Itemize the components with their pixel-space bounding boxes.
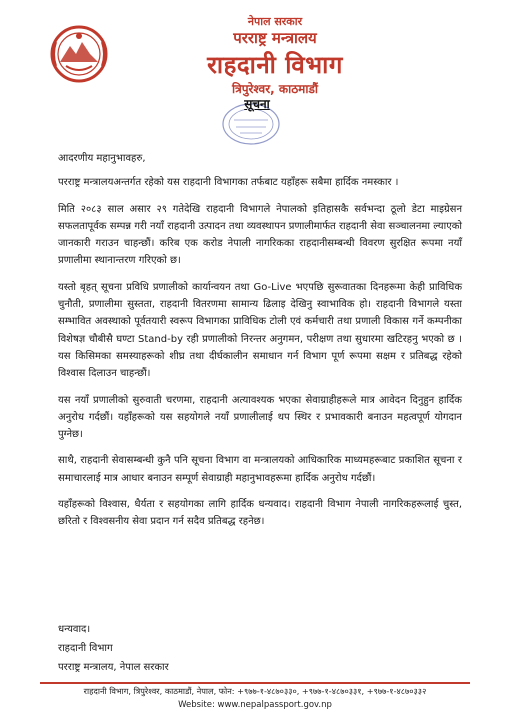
footer-divider [40,682,470,684]
signatory-office: राहदानी विभाग [58,643,113,654]
signatory-parent: परराष्ट्र मन्त्रालय, नेपाल सरकार [58,662,169,673]
letter-body [58,150,462,540]
office-location: त्रिपुरेश्वर, काठमाडौं [232,82,318,96]
nepal-emblem-icon [46,24,112,84]
salutation: आदरणीय महानुभावहरु, [58,153,146,164]
paragraph-official-sources: साथै, राहदानी सेवासम्बन्धी कुनै पनि सूचना विभाग वा मन्त्रालयको आधिकारिक माध्यमहरूबाट प्रकाशित सूचना र समाचारलाई मात्र आधार बनाउन सम्पूर्ण सेवाग्राही महानुभावहरूमा हार्दिक अनुरोध गर्दछौं। [58,455,462,484]
notice-title: सूचना [244,97,270,111]
government-name: नेपाल सरकार [247,15,303,28]
paragraph-challenges: यस्तो बृहत् सूचना प्रविधि प्रणालीको कार्यान्वयन तथा Go-Live भएपछि सुरूवातका दिनहरूमा केही प्राविधिक चुनौती, प्रणालीमा सुस्तता, राहदानी वितरणमा सामान्य ढिलाइ देखिनु स्वाभाविक हो। राहदानी विभागले यस्ता सम्भावित अवस्थाको पूर्वतयारी स्वरूप विभागका प्राविधिक टोली एवं कर्मचारी तथा प्रणाली विकास गर्ने कम्पनीका विशेषज्ञ चौबीसै घण्टा Stand-by रही प्रणालीको निरन्तर अनुगमन, परीक्षण तथा सुधारमा खटिरहनु भएको छ । यस किसिमका समस्याहरूको शीघ्र तथा दीर्घकालीन समाधान गर्न विभाग पूर्ण रूपमा सक्षम र प्रतिबद्ध रहेको विश्वास दिलाउन चाहन्छौं। [58,281,462,380]
department-name: राहदानी विभाग [207,51,343,79]
ministry-name: परराष्ट्र मन्त्रालय [233,29,317,47]
footer-address: राहदानी विभाग, त्रिपुरेश्वर, काठमाडौं, नेपाल, फोन: +९७७-१-४८७०३३०, +९७७-१-४८७०३३१, +९७७-१-४८७०३३२ [83,686,427,696]
letterhead [0,0,512,140]
footer-website: Website: www.nepalpassport.gov.np [178,700,332,710]
paragraph-greeting: परराष्ट्र मन्त्रालयअन्तर्गत रहेको यस राहदानी विभागका तर्फबाट यहाँहरू सबैमा हार्दिक नमस्कार । [58,177,399,189]
closing: धन्यवाद। [58,624,91,635]
paragraph-migration: मिति २०८३ साल असार २९ गतेदेखि राहदानी विभागले नेपालको इतिहासकै सर्वभन्दा ठूलो डेटा माइग्रेसन सफलतापूर्वक सम्पन्न गरी नयाँ राहदानी उत्पादन तथा व्यवस्थापन प्रणालीमार्फत राहदानी सेवा सञ्चालनमा ल्याएको जानकारी गराउन चाहन्छौं। करिब एक करोड नेपाली नागरिकका राहदानीसम्बन्धी विवरण सुरक्षित रूपमा नयाँ प्रणालीमा स्थानान्तरण गरिएको छ। [58,203,462,267]
paragraph-request: यस नयाँ प्रणालीको सुरुवाती चरणमा, राहदानी अत्यावश्यक भएका सेवाग्राहीहरूले मात्र आवेदन दिनुहुन हार्दिक अनुरोध गर्दछौं। यहाँहरूको यस सहयोगले नयाँ प्रणालीलाई थप स्थिर र प्रभावकारी बनाउन महत्वपूर्ण योगदान पुग्नेछ। [58,394,462,441]
signature-block [58,620,169,677]
paragraph-thanks: यहाँहरूको विश्वास, धैर्यता र सहयोगका लागि हार्दिक धन्यवाद। राहदानी विभाग नेपाली नागरिकहरूलाई चुस्त, छरितो र विश्वसनीय सेवा प्रदान गर्न सदैव प्रतिबद्ध रहनेछ। [58,499,462,528]
